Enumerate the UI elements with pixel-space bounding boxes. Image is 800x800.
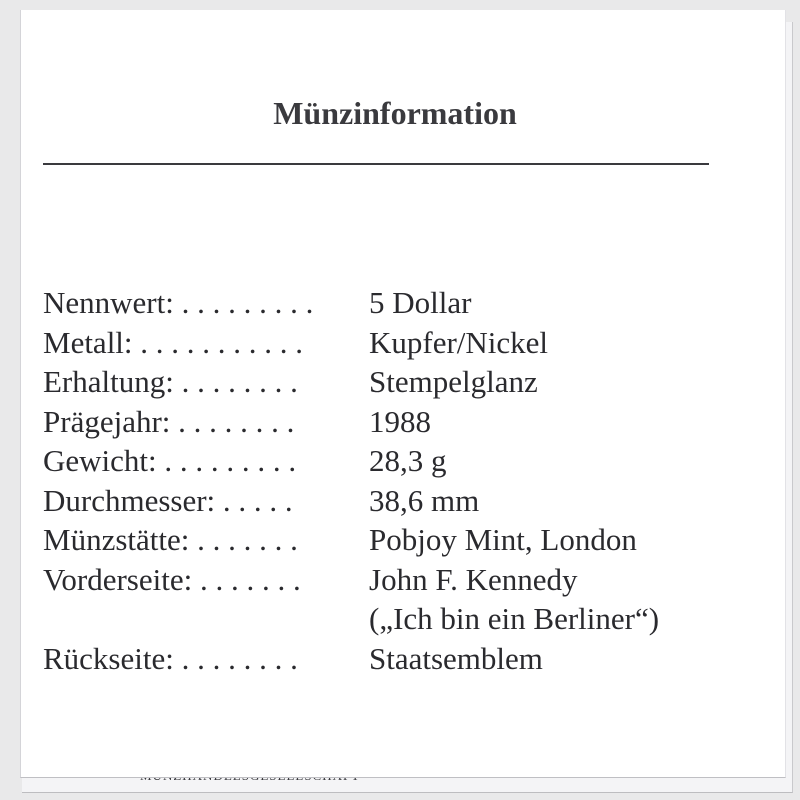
coin-info-card: [20, 10, 786, 778]
row-value: Kupfer/Nickel: [369, 324, 549, 360]
row-praegejahr: [43, 402, 659, 442]
row-value: Stempelglanz: [369, 364, 538, 399]
page-title: Münzinformation: [273, 95, 517, 131]
row-label: [43, 599, 369, 639]
row-value: 38,6 mm: [369, 482, 480, 518]
row-vorderseite-continued: [43, 599, 659, 639]
row-value: („Ich bin ein Berliner“): [369, 601, 660, 636]
row-label: Vorderseite: . . . . . . .: [43, 561, 301, 597]
row-value: 1988: [369, 403, 431, 439]
row-gewicht: [43, 441, 659, 481]
row-label: Münzstätte: . . . . . . .: [43, 522, 298, 557]
row-nennwert: [43, 283, 659, 323]
row-label: Erhaltung: . . . . . . . .: [43, 364, 298, 399]
row-value: 28,3 g: [369, 443, 447, 478]
row-label: Prägejahr: . . . . . . . .: [43, 403, 295, 439]
row-label: Nennwert: . . . . . . . . .: [43, 285, 314, 320]
row-value: Staatsemblem: [369, 640, 543, 676]
row-vorderseite: [43, 560, 659, 600]
row-erhaltung: [43, 362, 659, 402]
row-label: Durchmesser: . . . . .: [43, 482, 293, 518]
row-muenzstaette: [43, 520, 659, 560]
row-label: Metall: . . . . . . . . . . .: [43, 324, 304, 360]
title-divider: [43, 163, 709, 165]
row-value: 5 Dollar: [369, 285, 472, 320]
row-durchmesser: [43, 481, 659, 521]
row-value: Pobjoy Mint, London: [369, 522, 637, 557]
row-value: John F. Kennedy: [369, 561, 578, 597]
coin-info-list: [43, 283, 659, 678]
row-metall: [43, 323, 659, 363]
row-label: Gewicht: . . . . . . . . .: [43, 443, 297, 478]
row-label: Rückseite: . . . . . . . .: [43, 640, 298, 676]
row-rueckseite: [43, 639, 659, 679]
